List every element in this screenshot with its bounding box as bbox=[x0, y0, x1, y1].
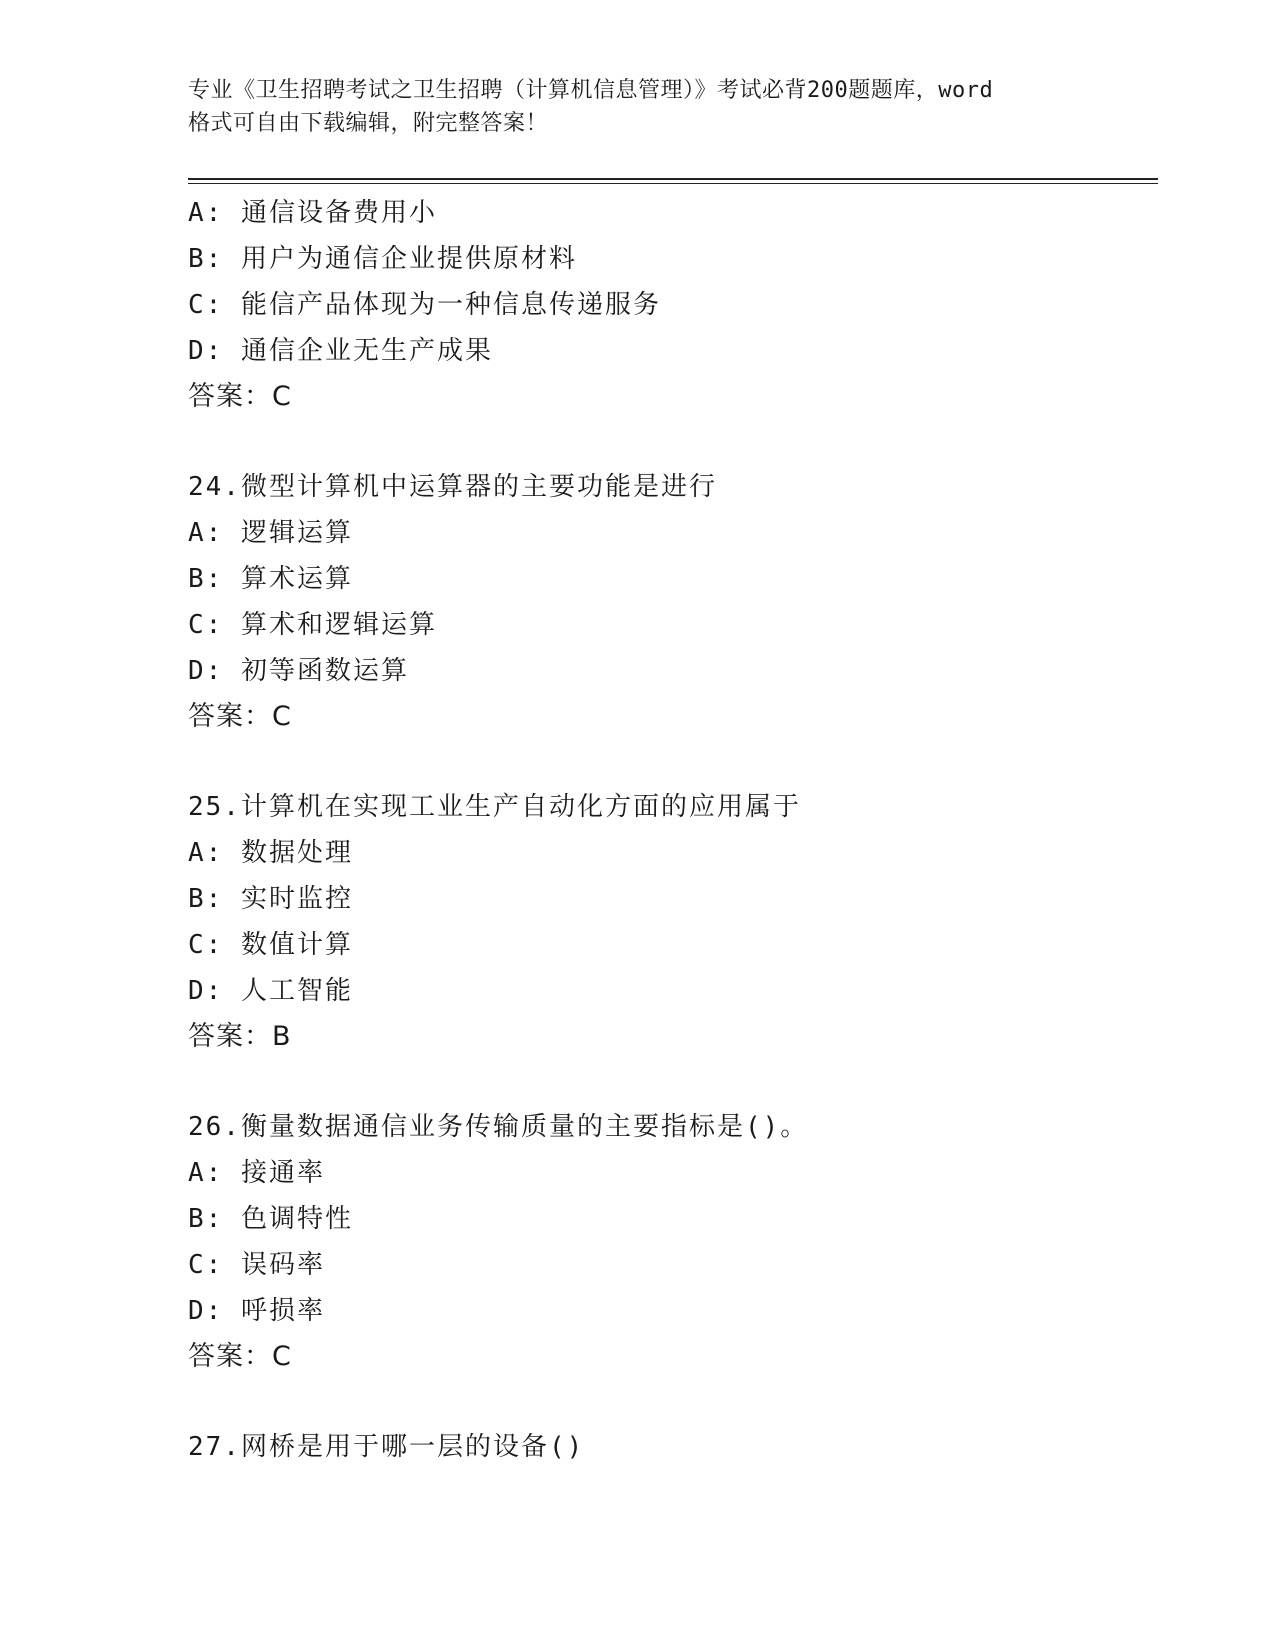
option-b: B: 算术运算 bbox=[188, 564, 353, 594]
question-text: 26.衡量数据通信业务传输质量的主要指标是()。 bbox=[188, 1112, 809, 1142]
option-d: D: 通信企业无生产成果 bbox=[188, 336, 493, 366]
header-line-2: 格式可自由下载编辑，附完整答案！ bbox=[188, 111, 549, 136]
option-a: A: 通信设备费用小 bbox=[188, 198, 437, 228]
question-text: 27.网桥是用于哪一层的设备() bbox=[188, 1432, 585, 1462]
answer-line: 答案：C bbox=[188, 1341, 292, 1372]
question-block-23 bbox=[188, 190, 1158, 420]
option-d: D: 呼损率 bbox=[188, 1296, 325, 1326]
option-d: D: 人工智能 bbox=[188, 976, 353, 1006]
header-divider-thick bbox=[188, 178, 1158, 180]
option-c: C: 误码率 bbox=[188, 1250, 325, 1280]
header-divider-thin bbox=[188, 183, 1158, 184]
option-b: B: 色调特性 bbox=[188, 1204, 353, 1234]
document-header bbox=[188, 74, 1088, 140]
option-a: A: 数据处理 bbox=[188, 838, 353, 868]
question-block-27 bbox=[188, 1424, 1158, 1470]
question-block-25 bbox=[188, 784, 1158, 1060]
option-b: B: 实时监控 bbox=[188, 884, 353, 914]
answer-line: 答案：C bbox=[188, 381, 292, 412]
option-b: B: 用户为通信企业提供原材料 bbox=[188, 244, 577, 274]
option-c: C: 算术和逻辑运算 bbox=[188, 610, 437, 640]
answer-line: 答案：B bbox=[188, 1021, 292, 1052]
option-c: C: 数值计算 bbox=[188, 930, 353, 960]
option-c: C: 能信产品体现为一种信息传递服务 bbox=[188, 290, 661, 320]
question-block-26 bbox=[188, 1104, 1158, 1380]
option-a: A: 接通率 bbox=[188, 1158, 325, 1188]
option-d: D: 初等函数运算 bbox=[188, 656, 409, 686]
question-text: 24.微型计算机中运算器的主要功能是进行 bbox=[188, 472, 717, 502]
header-line-1: 专业《卫生招聘考试之卫生招聘（计算机信息管理）》考试必背200题题库，word bbox=[188, 78, 994, 103]
question-block-24 bbox=[188, 464, 1158, 740]
answer-line: 答案：C bbox=[188, 701, 292, 732]
question-list bbox=[188, 190, 1158, 1470]
question-text: 25.计算机在实现工业生产自动化方面的应用属于 bbox=[188, 792, 801, 822]
option-a: A: 逻辑运算 bbox=[188, 518, 353, 548]
